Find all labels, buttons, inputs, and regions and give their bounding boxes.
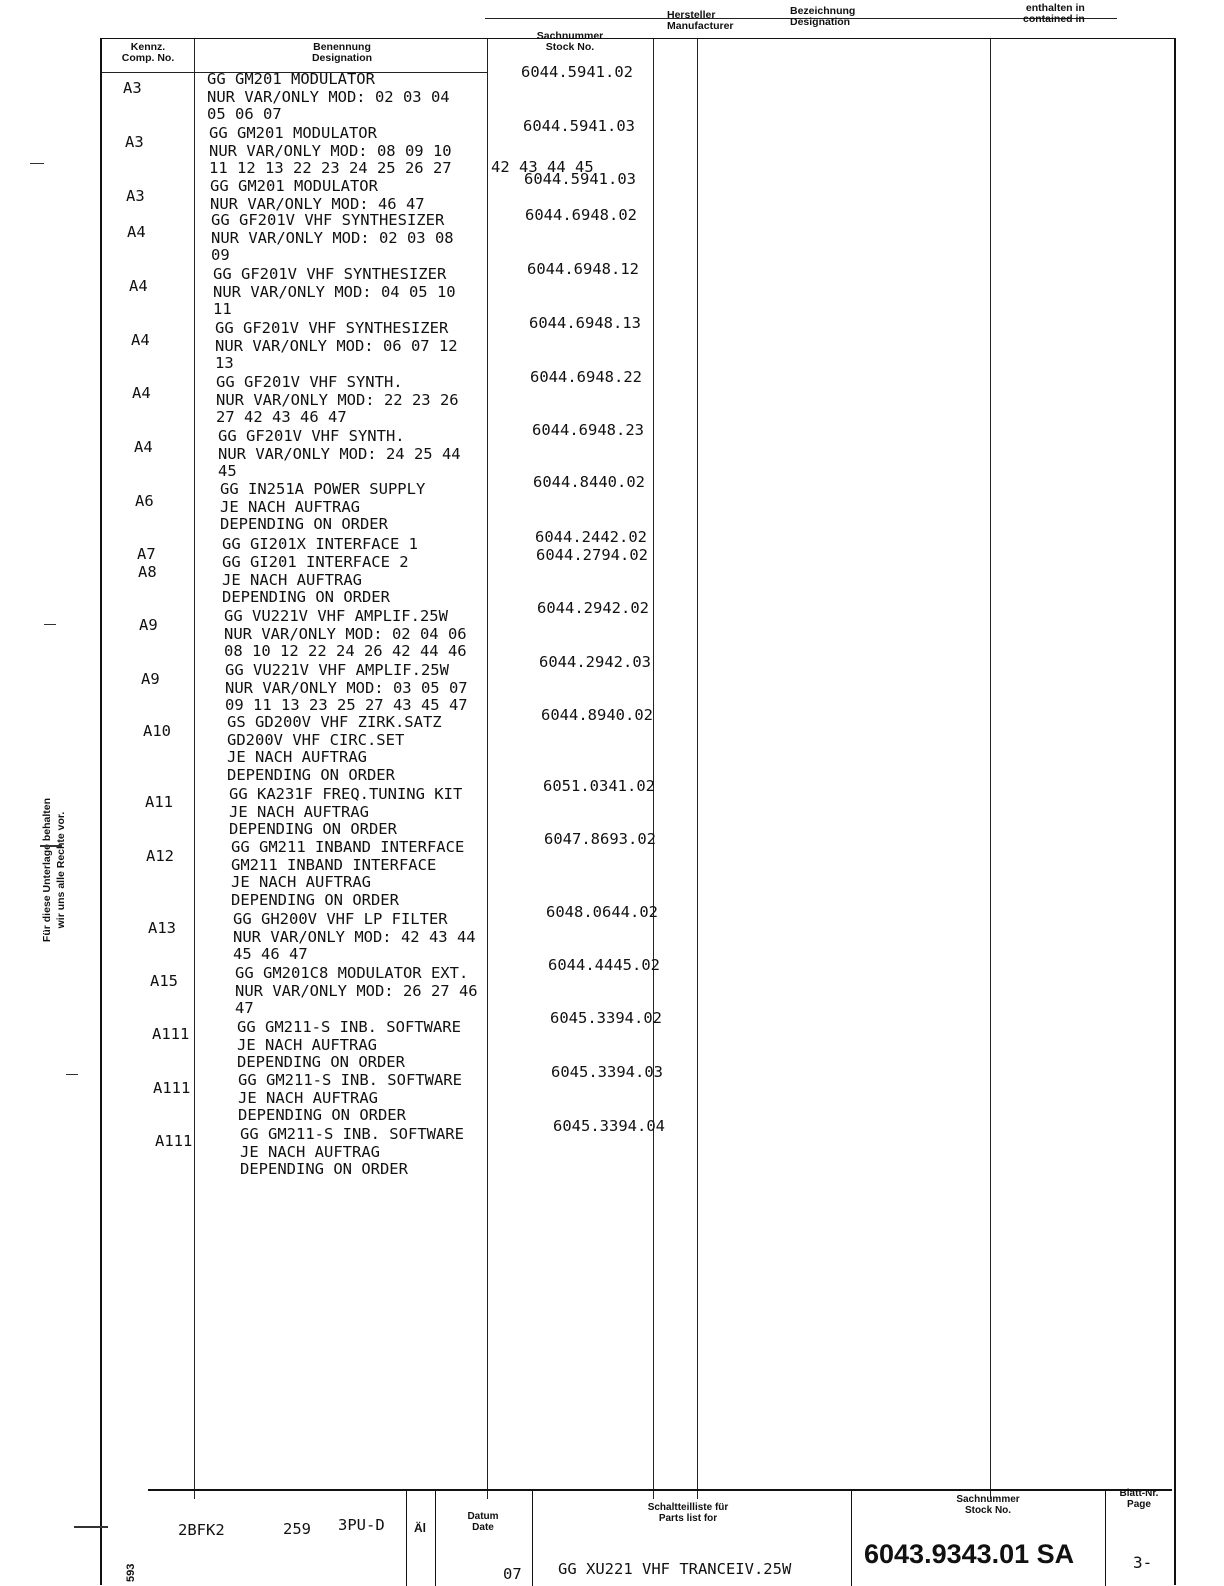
tb-stock-label xyxy=(928,1494,1048,1516)
designation xyxy=(218,428,461,481)
header-comp-en: Comp. No. xyxy=(121,52,175,64)
header-extension xyxy=(485,2,1117,39)
designation xyxy=(227,714,442,784)
header-cont-en: contained in xyxy=(1023,13,1085,25)
designation-line: GG GH200V VHF LP FILTER xyxy=(233,910,448,928)
designation-line: DEPENDING ON ORDER xyxy=(220,515,388,533)
designation-line: NUR VAR/ONLY MOD: 24 25 44 xyxy=(218,444,461,463)
designation-line: GG VU221V VHF AMPLIF.25W xyxy=(225,661,449,679)
tb-cell-stock xyxy=(851,1491,852,1586)
tb-page-number: 3- xyxy=(1133,1553,1153,1572)
designation-line: JE NACH AUFTRAG xyxy=(238,1088,378,1107)
header-cont-de: enthalten in xyxy=(1025,2,1085,14)
designation-line: NUR VAR/ONLY MOD: 26 27 46 xyxy=(235,981,478,1000)
header-designation xyxy=(252,42,432,64)
designation-line: 13 xyxy=(215,354,234,372)
tb-date-en: Date xyxy=(472,1522,494,1533)
designation-line: GG GF201V VHF SYNTHESIZER xyxy=(215,319,449,337)
comp-no: A8 xyxy=(138,563,157,581)
tb-stock-de: Sachnummer xyxy=(956,1494,1020,1505)
tb-stock-number: 6043.9343.01 SA xyxy=(864,1539,1075,1569)
header-stock-de: Sachnummer xyxy=(536,30,604,42)
designation-line: GG GM211-S INB. SOFTWARE xyxy=(237,1018,461,1036)
designation-line: GG KA231F FREQ.TUNING KIT xyxy=(229,785,463,803)
header-stock-en: Stock No. xyxy=(545,41,595,53)
tb-code: 2BFK2 xyxy=(178,1521,225,1539)
designation xyxy=(237,1019,461,1072)
comp-no: A15 xyxy=(150,972,178,990)
designation xyxy=(211,212,454,265)
tb-cell-page xyxy=(1105,1491,1106,1586)
margin-mark xyxy=(66,1074,78,1075)
header-manuf-en: Manufacturer xyxy=(667,20,734,32)
stock-no: 6044.8440.02 xyxy=(533,473,645,491)
designation-line: GG GI201 INTERFACE 2 xyxy=(222,553,409,571)
rights-notice xyxy=(40,740,74,1000)
tb-date-de: Datum xyxy=(467,1511,499,1522)
tb-dept: 3PU-D xyxy=(338,1516,385,1534)
comp-no: A111 xyxy=(152,1025,190,1043)
tb-parts xyxy=(618,1502,758,1524)
designation xyxy=(222,554,409,607)
designation-line: NUR VAR/ONLY MOD: 04 05 10 xyxy=(213,282,456,301)
stock-no: 6044.2794.02 xyxy=(536,546,648,564)
designation-line: 09 xyxy=(211,246,230,264)
designation-line: GD200V VHF CIRC.SET xyxy=(227,730,405,749)
designation xyxy=(229,786,462,839)
comp-no: A4 xyxy=(129,277,148,295)
margin-mark xyxy=(40,845,62,847)
designation-line: DEPENDING ON ORDER xyxy=(240,1160,408,1178)
designation-line: DEPENDING ON ORDER xyxy=(238,1106,406,1124)
designation-line: GG GI201X INTERFACE 1 xyxy=(222,535,418,553)
header-bezeichnung xyxy=(790,6,855,28)
designation-line: DEPENDING ON ORDER xyxy=(229,820,397,838)
column-divider-contained xyxy=(990,39,991,1499)
comp-no: A3 xyxy=(125,133,144,151)
designation-line: GG IN251A POWER SUPPLY xyxy=(220,480,426,498)
designation-line: NUR VAR/ONLY MOD: 02 04 06 xyxy=(224,624,467,643)
tb-cell-ai xyxy=(406,1491,407,1586)
designation-line: JE NACH AUFTRAG xyxy=(220,497,360,516)
tb-parts-de: Schaltteilliste für xyxy=(647,1502,729,1513)
stock-no: 6044.2942.02 xyxy=(537,599,649,617)
designation-line: 08 10 12 22 24 26 42 44 46 xyxy=(224,642,467,660)
designation xyxy=(235,965,478,1018)
tb-date xyxy=(448,1511,518,1533)
designation-line: JE NACH AUFTRAG xyxy=(240,1142,380,1161)
tb-parts-en: Parts list for xyxy=(658,1513,718,1524)
designation-line: DEPENDING ON ORDER xyxy=(222,588,390,606)
designation-line: JE NACH AUFTRAG xyxy=(227,748,367,766)
designation-line: NUR VAR/ONLY MOD: 02 03 08 xyxy=(211,228,454,247)
designation-line: 11 12 13 22 23 24 25 26 27 xyxy=(209,159,452,177)
designation-line: DEPENDING ON ORDER xyxy=(227,765,395,784)
header-bez-de: Bezeichnung xyxy=(790,5,856,17)
stock-no: 6044.5941.03 xyxy=(524,170,636,188)
comp-no: A3 xyxy=(123,79,142,97)
designation-line: GG VU221V VHF AMPLIF.25W xyxy=(224,607,448,625)
tb-num: 259 xyxy=(283,1520,311,1538)
comp-no: A10 xyxy=(143,722,171,740)
comp-no: A9 xyxy=(139,616,158,634)
designation-line: NUR VAR/ONLY MOD: 02 03 04 xyxy=(207,87,450,106)
designation xyxy=(238,1072,462,1125)
header-manufacturer xyxy=(667,10,734,32)
stock-no: 6044.5941.03 xyxy=(523,117,635,135)
stock-no: 6045.3394.02 xyxy=(550,1009,662,1027)
designation xyxy=(216,374,459,427)
header-comp-no xyxy=(104,42,192,64)
stock-no: 6044.6948.02 xyxy=(525,206,637,224)
stock-no: 6044.2442.02 xyxy=(535,528,647,546)
margin-mark xyxy=(74,1526,108,1528)
comp-no: A13 xyxy=(148,919,176,937)
tb-page-en: Page xyxy=(1127,1499,1151,1510)
designation-line: NUR VAR/ONLY MOD: 46 47 xyxy=(210,194,425,213)
tb-stock-en: Stock No. xyxy=(964,1505,1012,1516)
designation xyxy=(222,536,418,554)
designation xyxy=(209,125,452,178)
tb-page-label xyxy=(1110,1488,1168,1510)
designation xyxy=(215,320,458,373)
designation xyxy=(224,608,467,661)
header-contained-in xyxy=(1023,3,1085,25)
designation xyxy=(213,266,456,319)
designation-line: JE NACH AUFTRAG xyxy=(237,1035,377,1054)
designation-line: GS GD200V VHF ZIRK.SATZ xyxy=(227,713,442,731)
stock-no: 6044.6948.23 xyxy=(532,421,644,439)
comp-no: A4 xyxy=(127,223,146,241)
designation-line: 45 46 47 xyxy=(233,945,308,963)
designation xyxy=(220,481,425,534)
designation-line: 11 xyxy=(213,300,232,318)
designation-line: NUR VAR/ONLY MOD: 03 05 07 xyxy=(225,678,468,697)
designation-line: GG GM211-S INB. SOFTWARE xyxy=(238,1071,462,1089)
designation-line: GG GM211-S INB. SOFTWARE xyxy=(240,1125,464,1143)
comp-no: A111 xyxy=(155,1132,193,1150)
designation-line: 27 42 43 46 47 xyxy=(216,408,347,426)
stock-no: 6044.8940.02 xyxy=(541,706,653,724)
stock-no: 6044.2942.03 xyxy=(539,653,651,671)
rights-notice-line2: wir uns alle Rechte vor. xyxy=(55,811,67,929)
header-comp-de: Kennz. xyxy=(130,41,166,53)
tb-cell-parts xyxy=(532,1491,533,1586)
designation-line: NUR VAR/ONLY MOD: 08 09 10 xyxy=(209,141,452,160)
designation-line: GG GF201V VHF SYNTHESIZER xyxy=(211,211,445,229)
designation xyxy=(240,1126,464,1179)
designation-line: GG GF201V VHF SYNTH. xyxy=(216,373,403,391)
designation xyxy=(225,662,468,715)
designation-line: GG GM201 MODULATOR xyxy=(210,177,378,195)
stock-no: 6044.6948.22 xyxy=(530,368,642,386)
column-divider-designation xyxy=(487,39,488,1499)
tb-cell-date xyxy=(435,1491,436,1586)
designation-line: DEPENDING ON ORDER xyxy=(231,890,399,909)
stock-no: 6044.6948.12 xyxy=(527,260,639,278)
tb-device: GG XU221 VHF TRANCEIV.25W xyxy=(558,1560,792,1578)
designation-line: JE NACH AUFTRAG xyxy=(231,873,371,891)
stock-no: 6045.3394.03 xyxy=(551,1063,663,1081)
designation xyxy=(210,178,425,213)
overflow-text: 42 43 44 45 xyxy=(491,158,594,176)
header-bez-en: Designation xyxy=(790,16,851,28)
designation-line: GG GM201 MODULATOR xyxy=(209,124,377,142)
comp-no: A9 xyxy=(141,670,160,688)
margin-mark xyxy=(30,163,44,164)
designation-line: JE NACH AUFTRAG xyxy=(222,570,362,589)
designation xyxy=(231,839,464,909)
comp-no: A6 xyxy=(135,492,154,510)
column-divider-manufacturer xyxy=(697,39,698,1499)
stock-no: 6045.3394.04 xyxy=(553,1117,665,1135)
rights-notice-line1: Für diese Unterlage behalten xyxy=(41,797,53,943)
comp-no: A4 xyxy=(134,438,153,456)
designation-line: GM211 INBAND INTERFACE xyxy=(231,855,437,874)
comp-no: A4 xyxy=(132,384,151,402)
comp-no: A4 xyxy=(131,331,150,349)
designation-line: NUR VAR/ONLY MOD: 42 43 44 xyxy=(233,927,476,946)
header-manuf-de: Hersteller xyxy=(667,9,716,21)
stock-no: 6044.4445.02 xyxy=(548,956,660,974)
comp-no: A3 xyxy=(126,187,145,205)
header-desig-de: Benennung xyxy=(313,41,371,53)
stock-no: 6047.8693.02 xyxy=(544,830,656,848)
designation-line: 45 xyxy=(218,462,237,480)
designation-line: NUR VAR/ONLY MOD: 22 23 26 xyxy=(216,390,459,409)
column-divider-comp xyxy=(194,39,195,1499)
stock-no: 6051.0341.02 xyxy=(543,777,655,795)
designation xyxy=(207,71,450,124)
designation-line: GG GM201 MODULATOR xyxy=(207,70,375,88)
stock-no: 6044.6948.13 xyxy=(529,314,641,332)
designation-line: DEPENDING ON ORDER xyxy=(237,1053,405,1071)
header-desig-en: Designation xyxy=(311,52,373,64)
comp-no: A7 xyxy=(137,545,156,563)
tb-ai: Äl xyxy=(414,1521,426,1535)
tb-page-de: Blatt-Nr. xyxy=(1119,1488,1159,1499)
designation-line: GG GM201C8 MODULATOR EXT. xyxy=(235,964,469,982)
designation-line: 47 xyxy=(235,999,254,1017)
comp-no: A12 xyxy=(146,847,174,865)
designation xyxy=(233,911,476,964)
column-divider-stock xyxy=(653,39,654,1499)
side-number: 593 xyxy=(125,1563,137,1582)
designation-line: JE NACH AUFTRAG xyxy=(229,802,369,821)
designation-line: 09 11 13 23 25 27 43 45 47 xyxy=(225,696,468,714)
stock-no: 6048.0644.02 xyxy=(546,903,658,921)
designation-line: NUR VAR/ONLY MOD: 06 07 12 xyxy=(215,336,458,355)
comp-no: A11 xyxy=(145,793,173,811)
title-block xyxy=(148,1489,1172,1586)
designation-line: GG GM211 INBAND INTERFACE xyxy=(231,838,465,856)
margin-mark xyxy=(44,624,56,625)
stock-no: 6044.5941.02 xyxy=(521,63,633,81)
tb-row2-num: 07 xyxy=(503,1565,522,1583)
designation-line: GG GF201V VHF SYNTH. xyxy=(218,427,405,445)
comp-no: A111 xyxy=(153,1079,191,1097)
designation-line: GG GF201V VHF SYNTHESIZER xyxy=(213,265,447,283)
designation-line: 05 06 07 xyxy=(207,105,282,123)
